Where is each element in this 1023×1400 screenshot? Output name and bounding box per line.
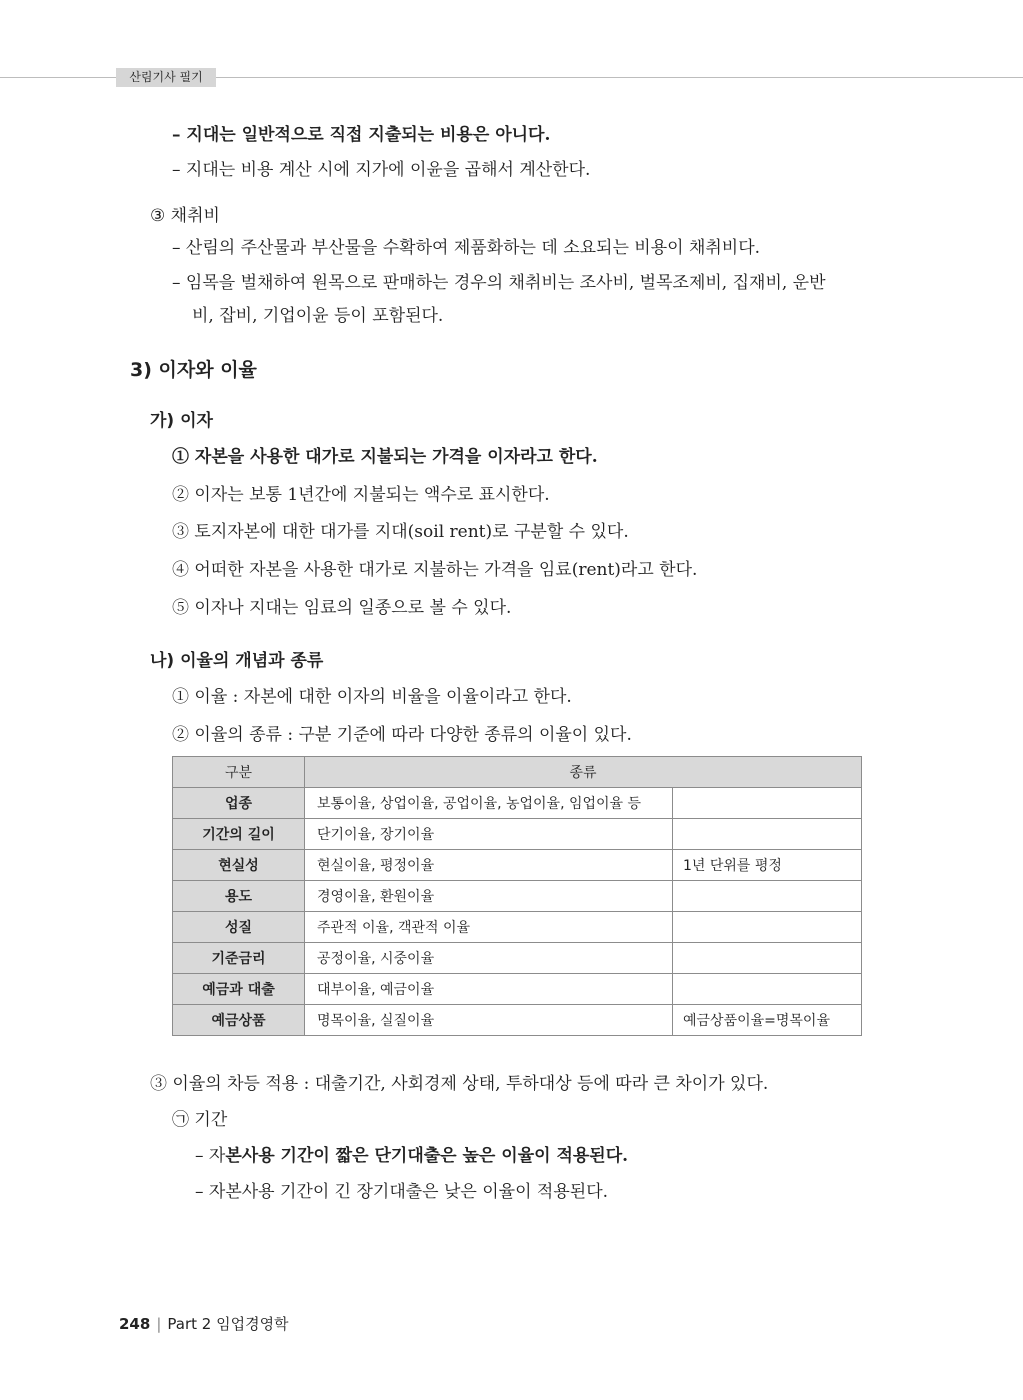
table-row: [173, 819, 862, 850]
row-category: 용도: [173, 881, 305, 912]
jidae-bullet-1-text: 지대는 일반적으로 직접 지출되는 비용은 아니다.: [186, 125, 551, 145]
period-bullet-2-text: 자본사용 기간이 긴 장기대출은 낮은 이율이 적용된다.: [208, 1182, 609, 1202]
row-note: [673, 943, 862, 974]
period-bullet-1: – 자본사용 기간이 짧은 단기대출은 높은 이율이 적용된다.: [195, 1146, 629, 1166]
row-note: 예금상품이율=명목이율: [673, 1005, 862, 1036]
running-title: 산림기사 필기: [116, 68, 216, 87]
chaechwi-bullet-1: – 산림의 주산물과 부산물을 수확하여 제품화하는 데 소요되는 비용이 채취비다.: [172, 238, 761, 258]
table-row: [173, 850, 862, 881]
row-kinds: 공정이율, 시중이율: [305, 943, 673, 974]
jidae-bullet-1: – 지대는 일반적으로 직접 지출되는 비용은 아니다.: [172, 125, 551, 145]
rate-heading: 나) 이율의 개념과 종류: [150, 651, 324, 671]
row-category: 현실성: [173, 850, 305, 881]
period-bullet-2: – 자본사용 기간이 긴 장기대출은 낮은 이율이 적용된다.: [195, 1182, 609, 1202]
row-kinds: 현실이율, 평정이율: [305, 850, 673, 881]
interest-heading: 가) 이자: [150, 411, 213, 431]
row-kinds: 대부이율, 예금이율: [305, 974, 673, 1005]
rate-item-3: ③ 이율의 차등 적용 : 대출기간, 사회경제 상태, 투하대상 등에 따라 큰 차이가 있다.: [150, 1074, 769, 1094]
row-note: [673, 881, 862, 912]
rate-item-2: ② 이율의 종류 : 구분 기준에 따라 다양한 종류의 이율이 있다.: [172, 725, 632, 745]
row-note: [673, 974, 862, 1005]
table-row: [173, 881, 862, 912]
period-subheading: ㉠ 기간: [172, 1110, 228, 1130]
row-category: 업종: [173, 788, 305, 819]
chaechwi-title: ③ 채취비: [150, 206, 220, 226]
row-category: 예금상품: [173, 1005, 305, 1036]
page-footer: [119, 1313, 289, 1334]
row-category: 성질: [173, 912, 305, 943]
row-kinds: 경영이율, 환원이율: [305, 881, 673, 912]
interest-item-3: ③ 토지자본에 대한 대가를 지대(soil rent)로 구분할 수 있다.: [172, 522, 629, 542]
jidae-bullet-2-text: 지대는 비용 계산 시에 지가에 이윤을 곱해서 계산한다.: [185, 160, 591, 180]
table-row: [173, 974, 862, 1005]
row-category: 기간의 길이: [173, 819, 305, 850]
interest-item-1: ① 자본을 사용한 대가로 지불되는 가격을 이자라고 한다.: [172, 447, 598, 467]
rate-types-table: [172, 756, 862, 1036]
jidae-bullet-2: – 지대는 비용 계산 시에 지가에 이윤을 곱해서 계산한다.: [172, 160, 591, 180]
interest-item-2: ② 이자는 보통 1년간에 지불되는 액수로 표시한다.: [172, 485, 550, 505]
section-heading: 3) 이자와 이율: [130, 359, 257, 381]
chaechwi-bullet-2-cont: 비, 잡비, 기업이윤 등이 포함된다.: [192, 306, 444, 326]
row-kinds: 보통이율, 상업이율, 공업이율, 농업이율, 임업이율 등: [305, 788, 673, 819]
row-category: 기준금리: [173, 943, 305, 974]
row-kinds: 주관적 이율, 객관적 이율: [305, 912, 673, 943]
table-row: [173, 912, 862, 943]
table-row: [173, 943, 862, 974]
row-note: 1년 단위를 평정: [673, 850, 862, 881]
row-kinds: 명목이율, 실질이율: [305, 1005, 673, 1036]
interest-item-4: ④ 어떠한 자본을 사용한 대가로 지불하는 가격을 임료(rent)라고 한다.: [172, 560, 698, 580]
period-bullet-1-bold: 본사용 기간이 짧은 단기대출은 높은 이율이 적용된다.: [225, 1146, 629, 1166]
rate-item-1: ① 이율 : 자본에 대한 이자의 비율을 이율이라고 한다.: [172, 687, 572, 707]
footer-chapter: 임업경영학: [216, 1315, 289, 1333]
chaechwi-bullet-1-text: 산림의 주산물과 부산물을 수확하여 제품화하는 데 소요되는 비용이 채취비다.: [185, 238, 761, 258]
interest-item-5: ⑤ 이자나 지대는 임료의 일종으로 볼 수 있다.: [172, 598, 512, 618]
row-note: [673, 912, 862, 943]
table-header-kinds: 종류: [305, 757, 862, 788]
row-note: [673, 788, 862, 819]
row-kinds: 단기이율, 장기이율: [305, 819, 673, 850]
page-number: 248: [119, 1315, 151, 1333]
footer-separator: |: [156, 1315, 162, 1333]
row-category: 예금과 대출: [173, 974, 305, 1005]
table-header-row: [173, 757, 862, 788]
period-bullet-1-plain: 자: [208, 1146, 226, 1166]
footer-part: Part 2: [167, 1315, 212, 1333]
chaechwi-bullet-2: – 임목을 벌채하여 원목으로 판매하는 경우의 채취비는 조사비, 벌목조제비, 집재비, 운반: [172, 273, 826, 293]
chaechwi-bullet-2-text: 임목을 벌채하여 원목으로 판매하는 경우의 채취비는 조사비, 벌목조제비, 집재비, 운반: [185, 273, 826, 293]
table-row: [173, 1005, 862, 1036]
table-row: [173, 788, 862, 819]
table-header-category: 구분: [173, 757, 305, 788]
row-note: [673, 819, 862, 850]
